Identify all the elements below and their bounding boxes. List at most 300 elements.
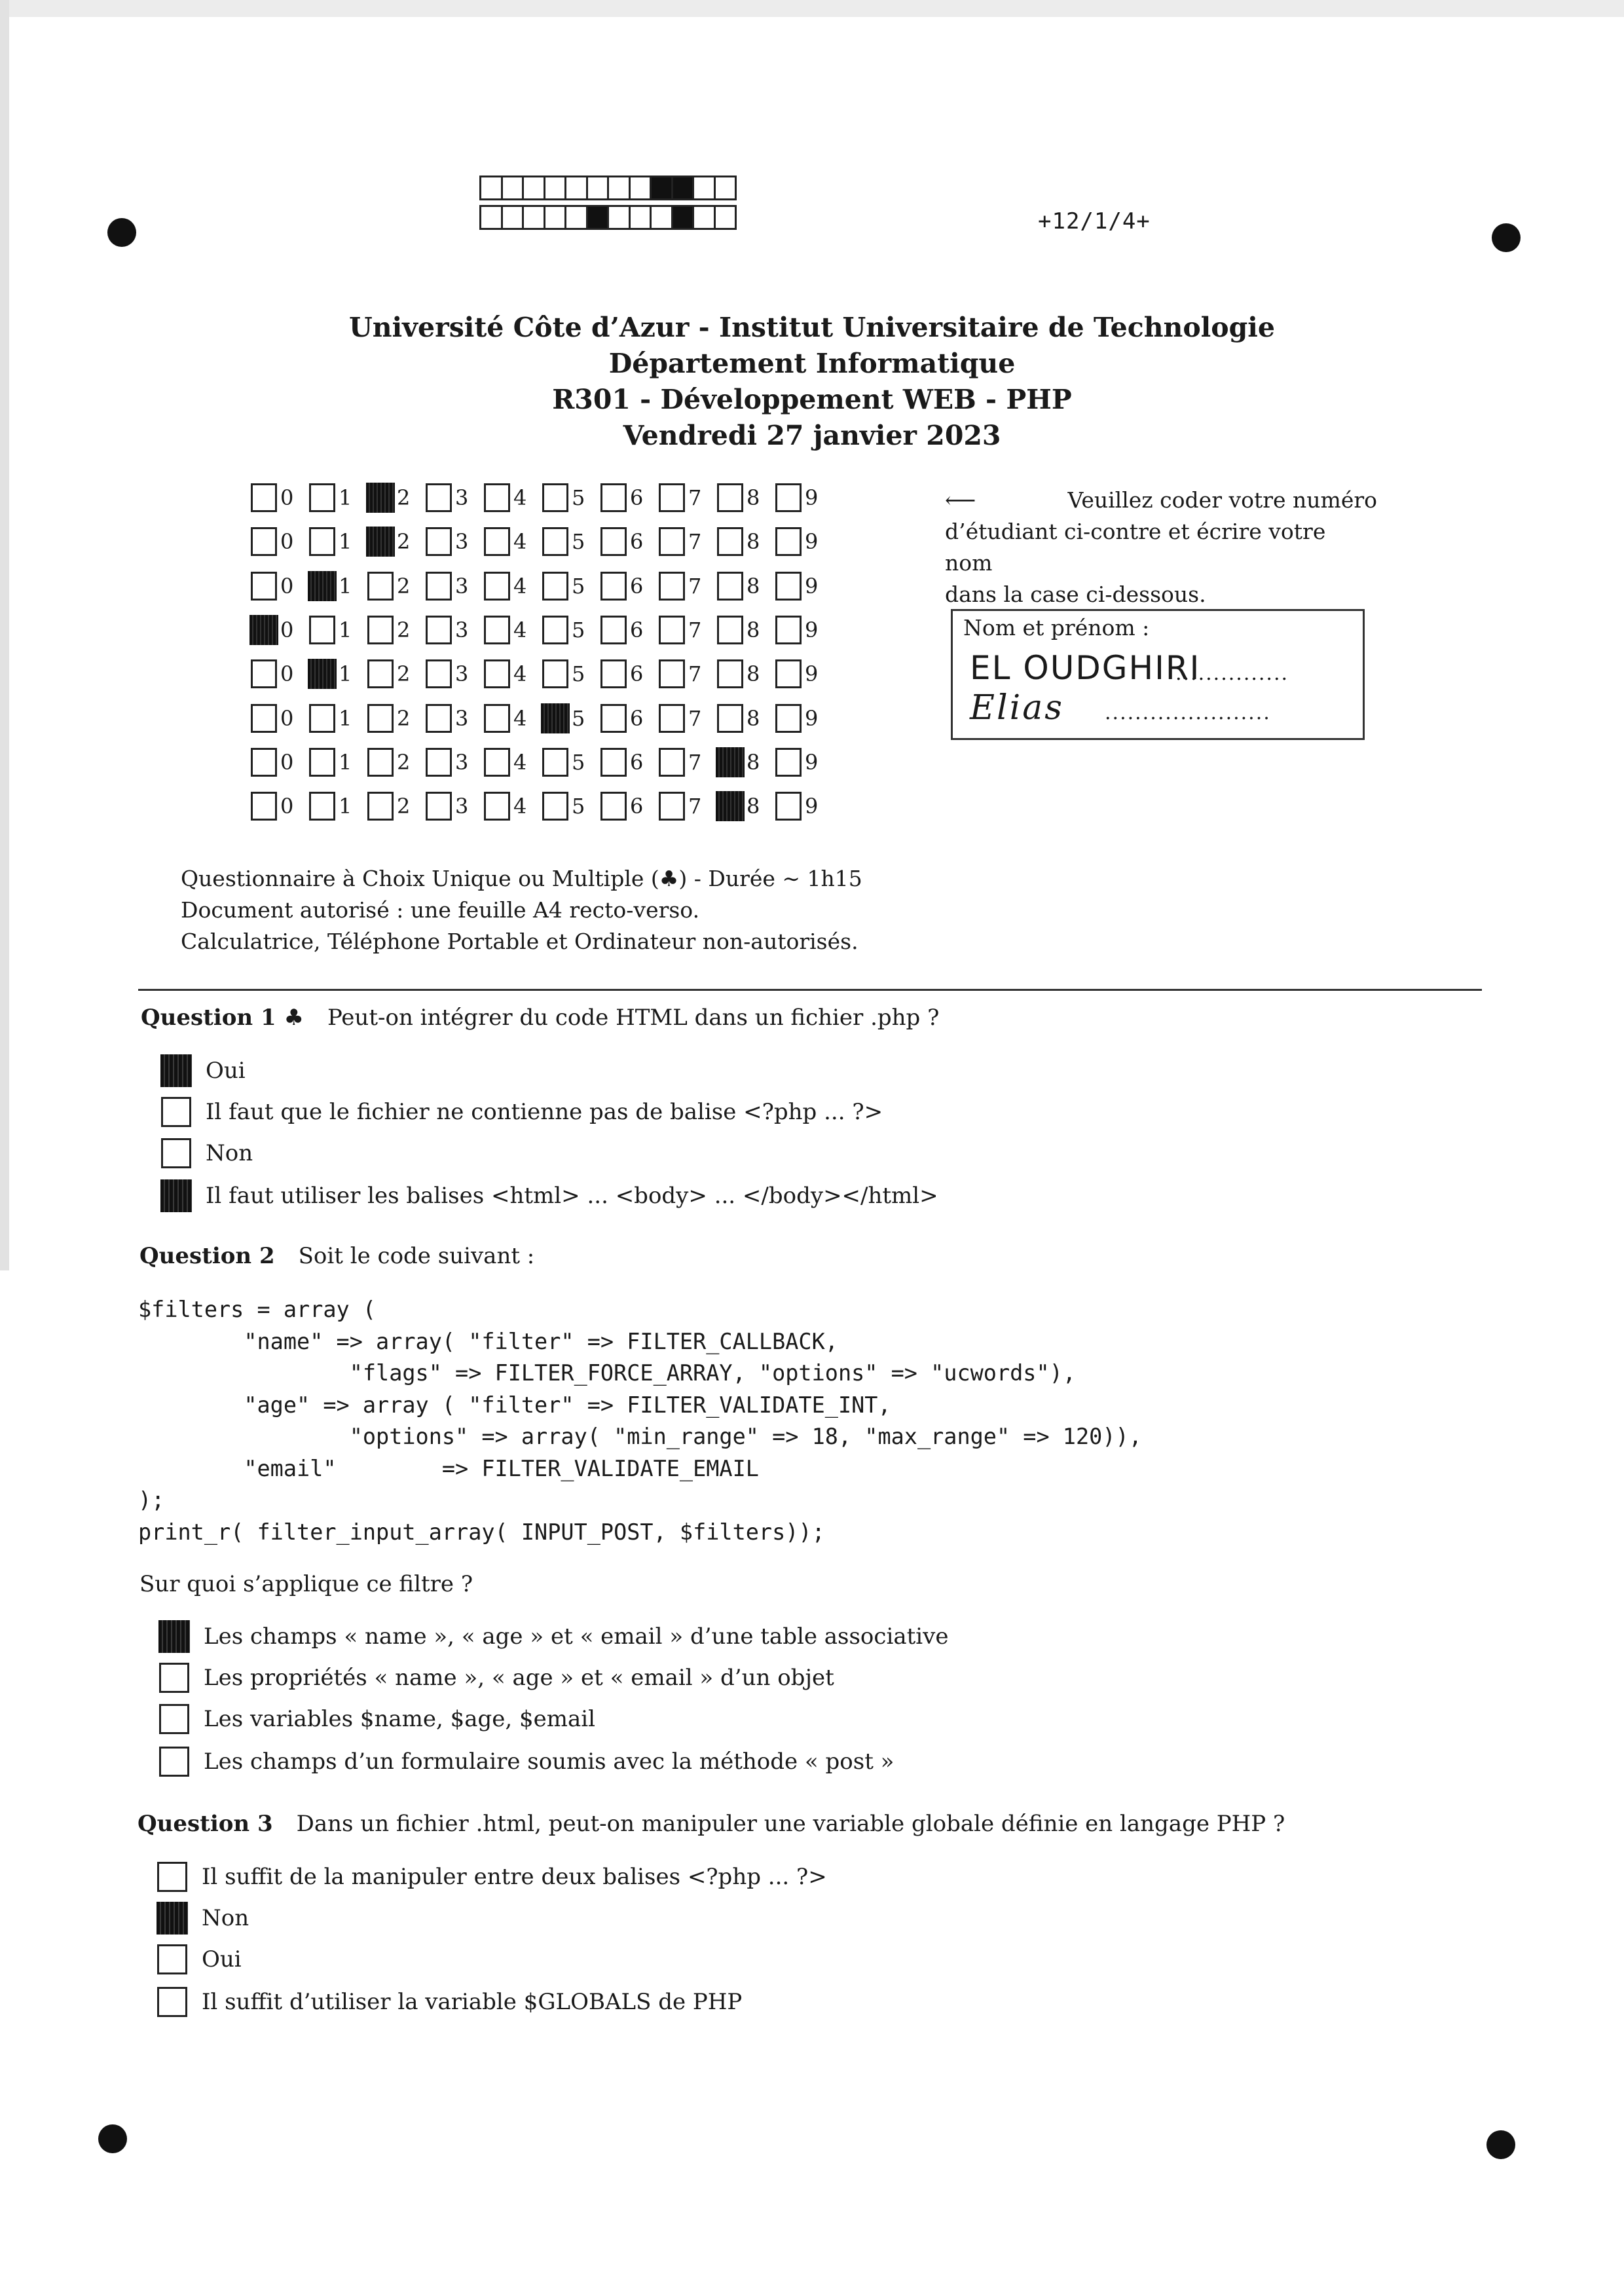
digit-checkbox[interactable] <box>659 483 685 512</box>
barcode-cell <box>479 205 503 230</box>
digit-checkbox[interactable] <box>367 704 394 733</box>
student-number-row <box>251 481 834 515</box>
digit-checkbox[interactable] <box>542 572 568 601</box>
digit-checkbox[interactable] <box>659 572 685 601</box>
digit-label: 2 <box>397 794 411 819</box>
digit-choice[interactable] <box>775 572 834 601</box>
digit-label: 2 <box>397 485 411 510</box>
digit-choice[interactable] <box>775 483 834 512</box>
student-number-row <box>251 657 834 691</box>
digit-choice[interactable] <box>426 659 484 688</box>
barcode-cell <box>607 205 631 230</box>
digit-checkbox[interactable] <box>367 616 394 644</box>
barcode-cell <box>586 176 610 200</box>
digit-checkbox[interactable] <box>484 483 510 512</box>
digit-checkbox[interactable] <box>484 792 510 821</box>
digit-label: 6 <box>630 485 644 510</box>
student-number-row <box>251 701 834 735</box>
digit-checkbox[interactable] <box>426 792 452 821</box>
barcode-cell <box>650 176 673 200</box>
barcode-cell <box>501 205 525 230</box>
digit-choice[interactable] <box>542 483 600 512</box>
answer-checkbox[interactable] <box>157 1862 187 1892</box>
digit-checkbox[interactable] <box>717 748 743 777</box>
digit-checkbox[interactable] <box>426 483 452 512</box>
digit-checkbox[interactable] <box>542 792 568 821</box>
digit-label: 6 <box>630 794 644 819</box>
digit-label: 7 <box>688 794 702 819</box>
digit-checkbox[interactable] <box>367 572 394 601</box>
digit-checkbox[interactable] <box>717 616 743 644</box>
answer-checkbox[interactable] <box>159 1663 189 1693</box>
digit-choice[interactable] <box>659 748 717 777</box>
scan-edge-top <box>0 0 1624 17</box>
digit-checkbox[interactable] <box>659 616 685 644</box>
digit-choice[interactable] <box>600 483 659 512</box>
instructions-line-1: Veuillez coder votre numéro <box>1067 487 1377 513</box>
digit-choice[interactable] <box>600 572 659 601</box>
digit-checkbox[interactable] <box>484 704 510 733</box>
digit-checkbox[interactable] <box>309 527 335 556</box>
digit-checkbox[interactable] <box>542 704 568 733</box>
answer-label: Les variables $name, $age, $email <box>204 1706 596 1732</box>
digit-label: 1 <box>339 617 352 642</box>
question-2-text: Soit le code suivant : <box>298 1243 535 1269</box>
digit-choice[interactable] <box>659 792 717 821</box>
title-line-date: Vendredi 27 janvier 2023 <box>623 420 1001 451</box>
digit-checkbox[interactable] <box>251 748 277 777</box>
digit-label: 4 <box>513 485 527 510</box>
digit-choice[interactable] <box>659 527 717 556</box>
digit-choice[interactable] <box>717 527 775 556</box>
digit-label: 6 <box>630 617 644 642</box>
answer-checkbox[interactable] <box>159 1704 189 1734</box>
digit-checkbox[interactable] <box>367 748 394 777</box>
digit-label: 0 <box>280 573 294 599</box>
barcode-cell <box>650 205 673 230</box>
digit-choice[interactable] <box>600 748 659 777</box>
digit-checkbox[interactable] <box>775 527 802 556</box>
digit-choice[interactable] <box>542 572 600 601</box>
digit-checkbox[interactable] <box>367 483 394 512</box>
digit-choice[interactable] <box>659 483 717 512</box>
digit-choice[interactable] <box>426 572 484 601</box>
digit-checkbox[interactable] <box>426 659 452 688</box>
digit-label: 8 <box>747 617 760 642</box>
digit-label: 2 <box>397 617 411 642</box>
digit-checkbox[interactable] <box>251 572 277 601</box>
digit-checkbox[interactable] <box>251 792 277 821</box>
barcode-cell <box>586 205 610 230</box>
digit-choice[interactable] <box>426 704 484 733</box>
digit-checkbox[interactable] <box>600 483 627 512</box>
digit-choice[interactable] <box>367 527 426 556</box>
answer-checkbox[interactable] <box>157 1944 187 1974</box>
digit-choice[interactable] <box>659 659 717 688</box>
answer-checkbox[interactable] <box>157 1903 187 1933</box>
digit-checkbox[interactable] <box>600 572 627 601</box>
digit-label: 6 <box>630 705 644 731</box>
digit-choice[interactable] <box>426 483 484 512</box>
question-2-number: Question 2 <box>139 1243 275 1269</box>
answer-option[interactable] <box>161 1056 246 1086</box>
page-code: +12/1/4+ <box>1038 208 1151 234</box>
digit-label: 0 <box>280 749 294 775</box>
answer-label: Il suffit de la manipuler entre deux balises <?php ... ?> <box>202 1864 827 1890</box>
digit-checkbox[interactable] <box>659 748 685 777</box>
answer-label: Il suffit d’utiliser la variable $GLOBALS de PHP <box>202 1989 743 2015</box>
title-line-university: Université Côte d’Azur - Institut Universitaire de Technologie <box>349 312 1275 343</box>
digit-checkbox[interactable] <box>426 572 452 601</box>
digit-checkbox[interactable] <box>309 616 335 644</box>
exam-info <box>181 863 862 957</box>
digit-label: 5 <box>572 661 585 687</box>
digit-label: 4 <box>513 661 527 687</box>
instructions-line-3: dans la case ci-dessous. <box>945 582 1206 607</box>
digit-checkbox[interactable] <box>600 659 627 688</box>
barcode-cell <box>692 205 716 230</box>
digit-choice[interactable] <box>251 792 309 821</box>
digit-choice[interactable] <box>484 527 542 556</box>
registration-mark-top-left <box>107 218 136 247</box>
barcode-cell <box>692 176 716 200</box>
digit-label: 7 <box>688 573 702 599</box>
digit-checkbox[interactable] <box>426 527 452 556</box>
digit-checkbox[interactable] <box>659 527 685 556</box>
digit-checkbox[interactable] <box>251 659 277 688</box>
digit-checkbox[interactable] <box>542 483 568 512</box>
digit-choice[interactable] <box>367 748 426 777</box>
barcode-cell <box>671 176 695 200</box>
digit-choice[interactable] <box>426 748 484 777</box>
answer-checkbox[interactable] <box>159 1621 189 1652</box>
exam-info-line-3: Calculatrice, Téléphone Portable et Ordinateur non-autorisés. <box>181 929 858 954</box>
digit-choice[interactable] <box>600 527 659 556</box>
digit-checkbox[interactable] <box>542 659 568 688</box>
digit-choice[interactable] <box>367 616 426 644</box>
digit-label: 9 <box>805 749 819 775</box>
digit-checkbox[interactable] <box>775 659 802 688</box>
digit-choice[interactable] <box>309 659 367 688</box>
digit-choice[interactable] <box>309 616 367 644</box>
scan-edge-left <box>0 0 9 1270</box>
digit-label: 3 <box>455 661 469 687</box>
instructions-line-2: d’étudiant ci-contre et écrire votre nom <box>945 519 1326 576</box>
digit-choice[interactable] <box>542 659 600 688</box>
digit-checkbox[interactable] <box>309 572 335 601</box>
digit-checkbox[interactable] <box>309 659 335 688</box>
digit-choice[interactable] <box>542 792 600 821</box>
answer-checkbox[interactable] <box>159 1747 189 1777</box>
digit-choice[interactable] <box>484 792 542 821</box>
digit-label: 8 <box>747 794 760 819</box>
digit-checkbox[interactable] <box>426 616 452 644</box>
digit-label: 3 <box>455 573 469 599</box>
digit-label: 6 <box>630 573 644 599</box>
digit-label: 1 <box>339 705 352 731</box>
answer-option[interactable] <box>161 1181 938 1211</box>
digit-checkbox[interactable] <box>775 616 802 644</box>
barcode-cell <box>522 205 545 230</box>
digit-checkbox[interactable] <box>309 792 335 821</box>
digit-choice[interactable] <box>484 616 542 644</box>
digit-choice[interactable] <box>484 572 542 601</box>
question-1-text: Peut-on intégrer du code HTML dans un fichier .php ? <box>327 1005 940 1031</box>
barcode-cell <box>714 176 737 200</box>
digit-checkbox[interactable] <box>367 527 394 556</box>
answer-option[interactable] <box>157 1862 827 1892</box>
digit-label: 3 <box>455 794 469 819</box>
digit-choice[interactable] <box>542 748 600 777</box>
digit-label: 1 <box>339 749 352 775</box>
digit-choice[interactable] <box>717 572 775 601</box>
digit-label: 7 <box>688 705 702 731</box>
digit-choice[interactable] <box>600 659 659 688</box>
barcode-cell <box>671 205 695 230</box>
answer-label: Oui <box>202 1946 242 1972</box>
answer-checkbox[interactable] <box>161 1181 191 1211</box>
answer-option[interactable] <box>157 1944 242 1974</box>
digit-choice[interactable] <box>484 704 542 733</box>
digit-choice[interactable] <box>251 616 309 644</box>
registration-mark-bottom-right <box>1486 2130 1515 2159</box>
digit-label: 1 <box>339 661 352 687</box>
question-3-header <box>138 1811 1285 1837</box>
digit-label: 4 <box>513 617 527 642</box>
digit-choice[interactable] <box>309 704 367 733</box>
digit-checkbox[interactable] <box>251 483 277 512</box>
answer-option[interactable] <box>159 1621 948 1652</box>
digit-choice[interactable] <box>717 616 775 644</box>
digit-choice[interactable] <box>251 483 309 512</box>
digit-label: 5 <box>572 617 585 642</box>
digit-label: 3 <box>455 485 469 510</box>
digit-choice[interactable] <box>717 792 775 821</box>
digit-label: 1 <box>339 573 352 599</box>
digit-choice[interactable] <box>426 527 484 556</box>
digit-checkbox[interactable] <box>717 527 743 556</box>
digit-label: 2 <box>397 529 411 555</box>
digit-choice[interactable] <box>717 659 775 688</box>
digit-checkbox[interactable] <box>251 704 277 733</box>
digit-choice[interactable] <box>717 704 775 733</box>
digit-label: 0 <box>280 705 294 731</box>
digit-label: 0 <box>280 661 294 687</box>
digit-label: 9 <box>805 617 819 642</box>
digit-checkbox[interactable] <box>775 704 802 733</box>
answer-label: Oui <box>206 1058 246 1084</box>
digit-checkbox[interactable] <box>484 748 510 777</box>
answer-checkbox[interactable] <box>161 1138 191 1168</box>
digit-checkbox[interactable] <box>251 616 277 644</box>
code-block: $filters = array ( "name" => array( "filter" => FILTER_CALLBACK, "flags" => FILTER_FORCE_ARRAY, "options" => "ucwords"), "age" => array ( "filter" => FILTER_VALIDATE_INT, "options" => array( "min_range" => 18, "max_range" => 120)), "email" => FILTER_VALIDATE_EMAIL ); print_r( filter_input_array( INPUT_POST, $filters)); <box>138 1297 1142 1545</box>
digit-checkbox[interactable] <box>659 704 685 733</box>
digit-checkbox[interactable] <box>367 659 394 688</box>
digit-choice[interactable] <box>426 792 484 821</box>
answer-label: Il faut que le fichier ne contienne pas de balise <?php ... ?> <box>206 1099 883 1125</box>
answer-option[interactable] <box>157 1903 249 1933</box>
barcode-cell <box>501 176 525 200</box>
digit-checkbox[interactable] <box>717 572 743 601</box>
digit-choice[interactable] <box>542 704 600 733</box>
answer-checkbox[interactable] <box>161 1097 191 1127</box>
exam-info-line-1: Questionnaire à Choix Unique ou Multiple (♣) - Durée ∼ 1h15 <box>181 866 862 891</box>
digit-checkbox[interactable] <box>309 704 335 733</box>
digit-choice[interactable] <box>659 704 717 733</box>
digit-checkbox[interactable] <box>542 527 568 556</box>
name-box[interactable] <box>951 609 1365 740</box>
digit-checkbox[interactable] <box>309 748 335 777</box>
digit-choice[interactable] <box>367 704 426 733</box>
title-line-department: Département Informatique <box>608 348 1016 379</box>
digit-choice[interactable] <box>600 616 659 644</box>
digit-label: 0 <box>280 794 294 819</box>
digit-choice[interactable] <box>367 792 426 821</box>
digit-choice[interactable] <box>775 792 834 821</box>
digit-checkbox[interactable] <box>542 616 568 644</box>
digit-checkbox[interactable] <box>775 748 802 777</box>
digit-checkbox[interactable] <box>600 792 627 821</box>
registration-mark-top-right <box>1492 223 1521 252</box>
digit-checkbox[interactable] <box>309 483 335 512</box>
answer-option[interactable] <box>157 1987 742 2017</box>
digit-checkbox[interactable] <box>484 659 510 688</box>
digit-label: 4 <box>513 794 527 819</box>
digit-label: 4 <box>513 749 527 775</box>
digit-choice[interactable] <box>717 748 775 777</box>
digit-checkbox[interactable] <box>659 659 685 688</box>
answer-label: Non <box>206 1140 253 1166</box>
digit-label: 5 <box>572 529 585 555</box>
answer-label: Les champs « name », « age » et « email » d’une table associative <box>204 1623 949 1650</box>
digit-checkbox[interactable] <box>426 704 452 733</box>
digit-choice[interactable] <box>600 792 659 821</box>
digit-label: 5 <box>572 485 585 510</box>
student-number-row <box>251 789 834 823</box>
answer-option[interactable] <box>159 1704 595 1734</box>
digit-choice[interactable] <box>251 704 309 733</box>
answer-label: Les propriétés « name », « age » et « email » d’un objet <box>204 1665 834 1691</box>
digit-choice[interactable] <box>309 572 367 601</box>
digit-label: 1 <box>339 485 352 510</box>
digit-choice[interactable] <box>659 572 717 601</box>
digit-checkbox[interactable] <box>775 572 802 601</box>
name-box-label: Nom et prénom : <box>963 615 1150 640</box>
barcode-cell <box>714 205 737 230</box>
digit-choice[interactable] <box>659 616 717 644</box>
digit-choice[interactable] <box>484 483 542 512</box>
digit-choice[interactable] <box>367 659 426 688</box>
digit-choice[interactable] <box>309 792 367 821</box>
digit-checkbox[interactable] <box>717 659 743 688</box>
digit-choice[interactable] <box>775 527 834 556</box>
digit-label: 8 <box>747 749 760 775</box>
digit-label: 0 <box>280 529 294 555</box>
digit-checkbox[interactable] <box>775 792 802 821</box>
digit-choice[interactable] <box>251 572 309 601</box>
digit-choice[interactable] <box>309 527 367 556</box>
digit-checkbox[interactable] <box>484 616 510 644</box>
digit-checkbox[interactable] <box>659 792 685 821</box>
digit-label: 9 <box>805 794 819 819</box>
digit-label: 8 <box>747 573 760 599</box>
digit-choice[interactable] <box>775 616 834 644</box>
answer-checkbox[interactable] <box>157 1987 187 2017</box>
digit-checkbox[interactable] <box>426 748 452 777</box>
digit-checkbox[interactable] <box>542 748 568 777</box>
digit-checkbox[interactable] <box>367 792 394 821</box>
digit-choice[interactable] <box>309 483 367 512</box>
handwritten-first-name: Elias <box>970 688 1064 728</box>
digit-checkbox[interactable] <box>600 616 627 644</box>
answer-option[interactable] <box>159 1747 894 1777</box>
student-number-row <box>251 613 834 647</box>
digit-choice[interactable] <box>251 659 309 688</box>
digit-label: 9 <box>805 705 819 731</box>
digit-label: 6 <box>630 529 644 555</box>
digit-checkbox[interactable] <box>775 483 802 512</box>
answer-option[interactable] <box>161 1097 883 1127</box>
barcode-cell <box>544 205 567 230</box>
digit-checkbox[interactable] <box>600 527 627 556</box>
digit-checkbox[interactable] <box>600 748 627 777</box>
digit-choice[interactable] <box>542 616 600 644</box>
digit-choice[interactable] <box>775 748 834 777</box>
digit-choice[interactable] <box>426 616 484 644</box>
digit-choice[interactable] <box>775 659 834 688</box>
answer-checkbox[interactable] <box>161 1056 191 1086</box>
digit-checkbox[interactable] <box>717 792 743 821</box>
digit-choice[interactable] <box>542 527 600 556</box>
answer-option[interactable] <box>161 1138 253 1168</box>
digit-label: 9 <box>805 661 819 687</box>
digit-choice[interactable] <box>251 748 309 777</box>
question-2-header <box>139 1243 534 1269</box>
question-1-header <box>141 1005 939 1031</box>
question-1-number: Question 1 ♣ <box>141 1005 304 1031</box>
answer-option[interactable] <box>159 1663 834 1693</box>
digit-label: 2 <box>397 573 411 599</box>
question-3-number: Question 3 <box>138 1811 273 1837</box>
left-arrow-icon: ⟵ <box>945 487 976 513</box>
digit-label: 8 <box>747 529 760 555</box>
digit-choice[interactable] <box>484 659 542 688</box>
digit-choice[interactable] <box>367 572 426 601</box>
digit-choice[interactable] <box>309 748 367 777</box>
digit-checkbox[interactable] <box>717 704 743 733</box>
digit-checkbox[interactable] <box>484 527 510 556</box>
digit-checkbox[interactable] <box>717 483 743 512</box>
barcode-cell <box>607 176 631 200</box>
digit-choice[interactable] <box>367 483 426 512</box>
digit-choice[interactable] <box>251 527 309 556</box>
digit-checkbox[interactable] <box>600 704 627 733</box>
digit-checkbox[interactable] <box>251 527 277 556</box>
digit-label: 7 <box>688 661 702 687</box>
digit-choice[interactable] <box>775 704 834 733</box>
digit-choice[interactable] <box>717 483 775 512</box>
barcode-cell <box>522 176 545 200</box>
digit-label: 7 <box>688 749 702 775</box>
digit-checkbox[interactable] <box>484 572 510 601</box>
question-2-subquestion: Sur quoi s’applique ce filtre ? <box>139 1571 473 1597</box>
student-number-instructions <box>945 485 1377 610</box>
digit-label: 8 <box>747 705 760 731</box>
digit-choice[interactable] <box>484 748 542 777</box>
digit-choice[interactable] <box>600 704 659 733</box>
digit-label: 0 <box>280 485 294 510</box>
digit-label: 3 <box>455 617 469 642</box>
